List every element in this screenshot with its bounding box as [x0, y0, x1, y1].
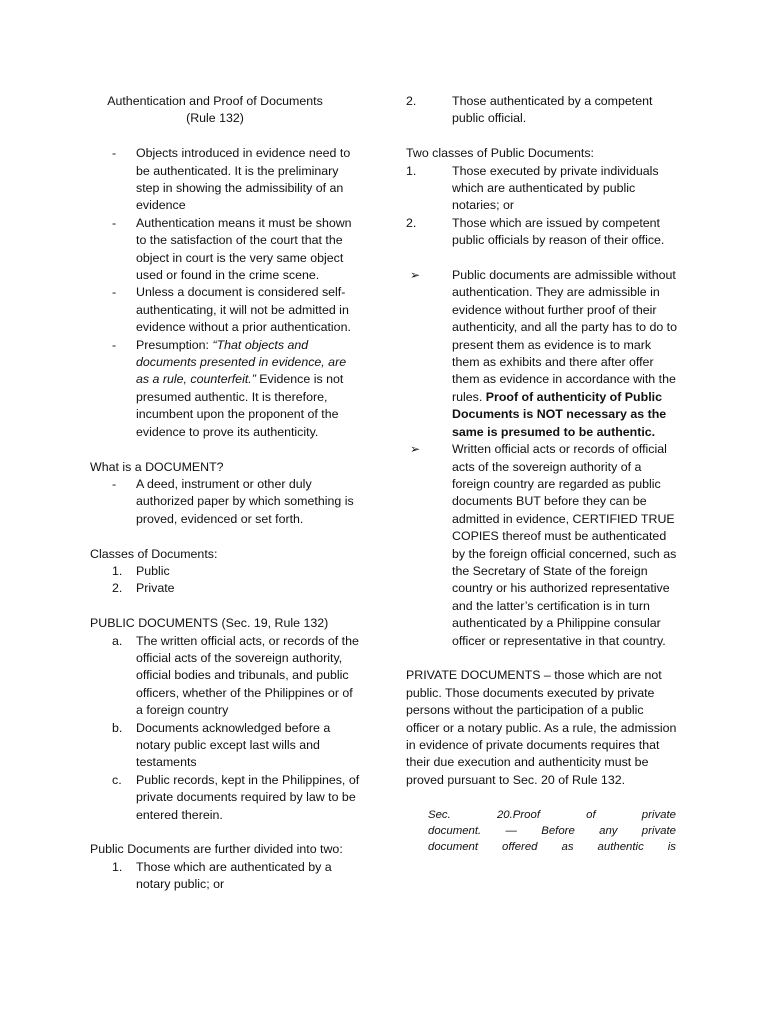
list-item: b. Documents acknowledged before a notary public except last wills and testaments — [112, 720, 331, 770]
presumption-quote: “That objects and documents presented in evidence, are as a rule, counterfeit.” — [136, 337, 347, 387]
list-item: 1. Those which are authenticated by a notary public; or — [112, 859, 332, 892]
divided-heading: Public Documents are further divided into two: — [90, 842, 343, 857]
what-heading: What is a DOCUMENT? — [90, 459, 224, 474]
quote-line: document offered as authentic is — [428, 841, 676, 854]
right-column — [406, 93, 678, 856]
list-item: c. Public records, kept in the Philippines, of private documents required by law to be entered therein. — [112, 772, 360, 822]
arrow-bullet-list — [406, 267, 678, 650]
what-list — [90, 476, 362, 528]
quote-line: Sec. 20.Proof of private — [428, 808, 676, 821]
list-item: 2. Private — [112, 581, 175, 596]
divided-list — [90, 859, 362, 894]
left-column — [90, 93, 362, 894]
list-item: 1. Public — [112, 563, 170, 578]
list-item: 1. Those executed by private individuals which are authenticated by public notaries; or — [406, 163, 659, 213]
private-documents-paragraph: PRIVATE DOCUMENTS – those which are not public. Those documents executed by private persons without the participation of a public officer or a notary public. As a rule, the admission in evidence of private documents requires that their due execution and authenticity must be proved pursuant to Sec. 20 of Rule 132. — [406, 668, 677, 787]
list-item: - A deed, instrument or other duly authorized paper by which something is proved, evidenced or set forth. — [112, 476, 354, 526]
sec-20-quote — [428, 807, 676, 856]
arrow-bullet-icon: ➢ — [410, 442, 421, 457]
arrow-bullet-icon: ➢ — [410, 268, 421, 283]
document-subtitle: (Rule 132) — [186, 111, 244, 126]
list-item: 2. Those authenticated by a competent public official. — [406, 94, 653, 126]
list-item: - Unless a document is considered self-authenticating, it will not be admitted in evidence without a prior authentication. — [112, 285, 351, 335]
two-classes-list — [406, 163, 678, 250]
quote-line: document. — Before any private — [428, 825, 676, 837]
document-title: Authentication and Proof of Documents — [107, 94, 323, 108]
list-item: - Objects introduced in evidence need to be authenticated. It is the preliminary step in showing the admissibility of an evidence — [112, 146, 351, 213]
list-item: 2. Those which are issued by competent public officials by reason of their office. — [406, 215, 665, 248]
divided-list-continued — [406, 93, 678, 128]
intro-bullet-list — [90, 145, 362, 441]
classes-heading: Classes of Documents: — [90, 546, 218, 561]
presumption-item: - Presumption: “That objects and documents presented in evidence, are as a rule, counterfeit.” Evidence is not presumed authentic. It is therefore, incumbent upon the proponent of the evidence to prove its authenticity. — [112, 337, 347, 439]
list-item: ➢ Written official acts or records of official acts of the sovereign authority of a foreign country are regarded as public documents BUT before they can be admitted in evidence, CERTIFIED TRUE COPIES thereof must be authenticated by the foreign official concerned, such as the Secretary of State of the foreign country or his authorized representative and the latter’s certification is in turn authenticated by a Philippine consular officer or representative in that country. — [410, 442, 677, 648]
list-item: ➢ Public documents are admissible without authentication. They are admissible in evidence without further proof of their authenticity, and all the party has to do to present them as evidence is to mark them as exhibits and there after offer them as evidence in accordance with the rules. Proof of authenticity of Public Documents is NOT necessary as the same is presumed to be authentic. — [410, 268, 678, 439]
public-documents-list — [90, 633, 362, 824]
list-item: - Authentication means it must be shown to the satisfaction of the court that the object in court is the very same object used or found in the crime scene. — [112, 215, 352, 283]
list-item: a. The written official acts, or records of the official acts of the sovereign authority, official bodies and tribunals, and public officers, whether of the Philippines or of a foreign country — [112, 633, 359, 718]
classes-list — [90, 563, 362, 598]
two-classes-heading: Two classes of Public Documents: — [406, 146, 595, 161]
public-documents-heading: PUBLIC DOCUMENTS (Sec. 19, Rule 132) — [90, 616, 329, 631]
